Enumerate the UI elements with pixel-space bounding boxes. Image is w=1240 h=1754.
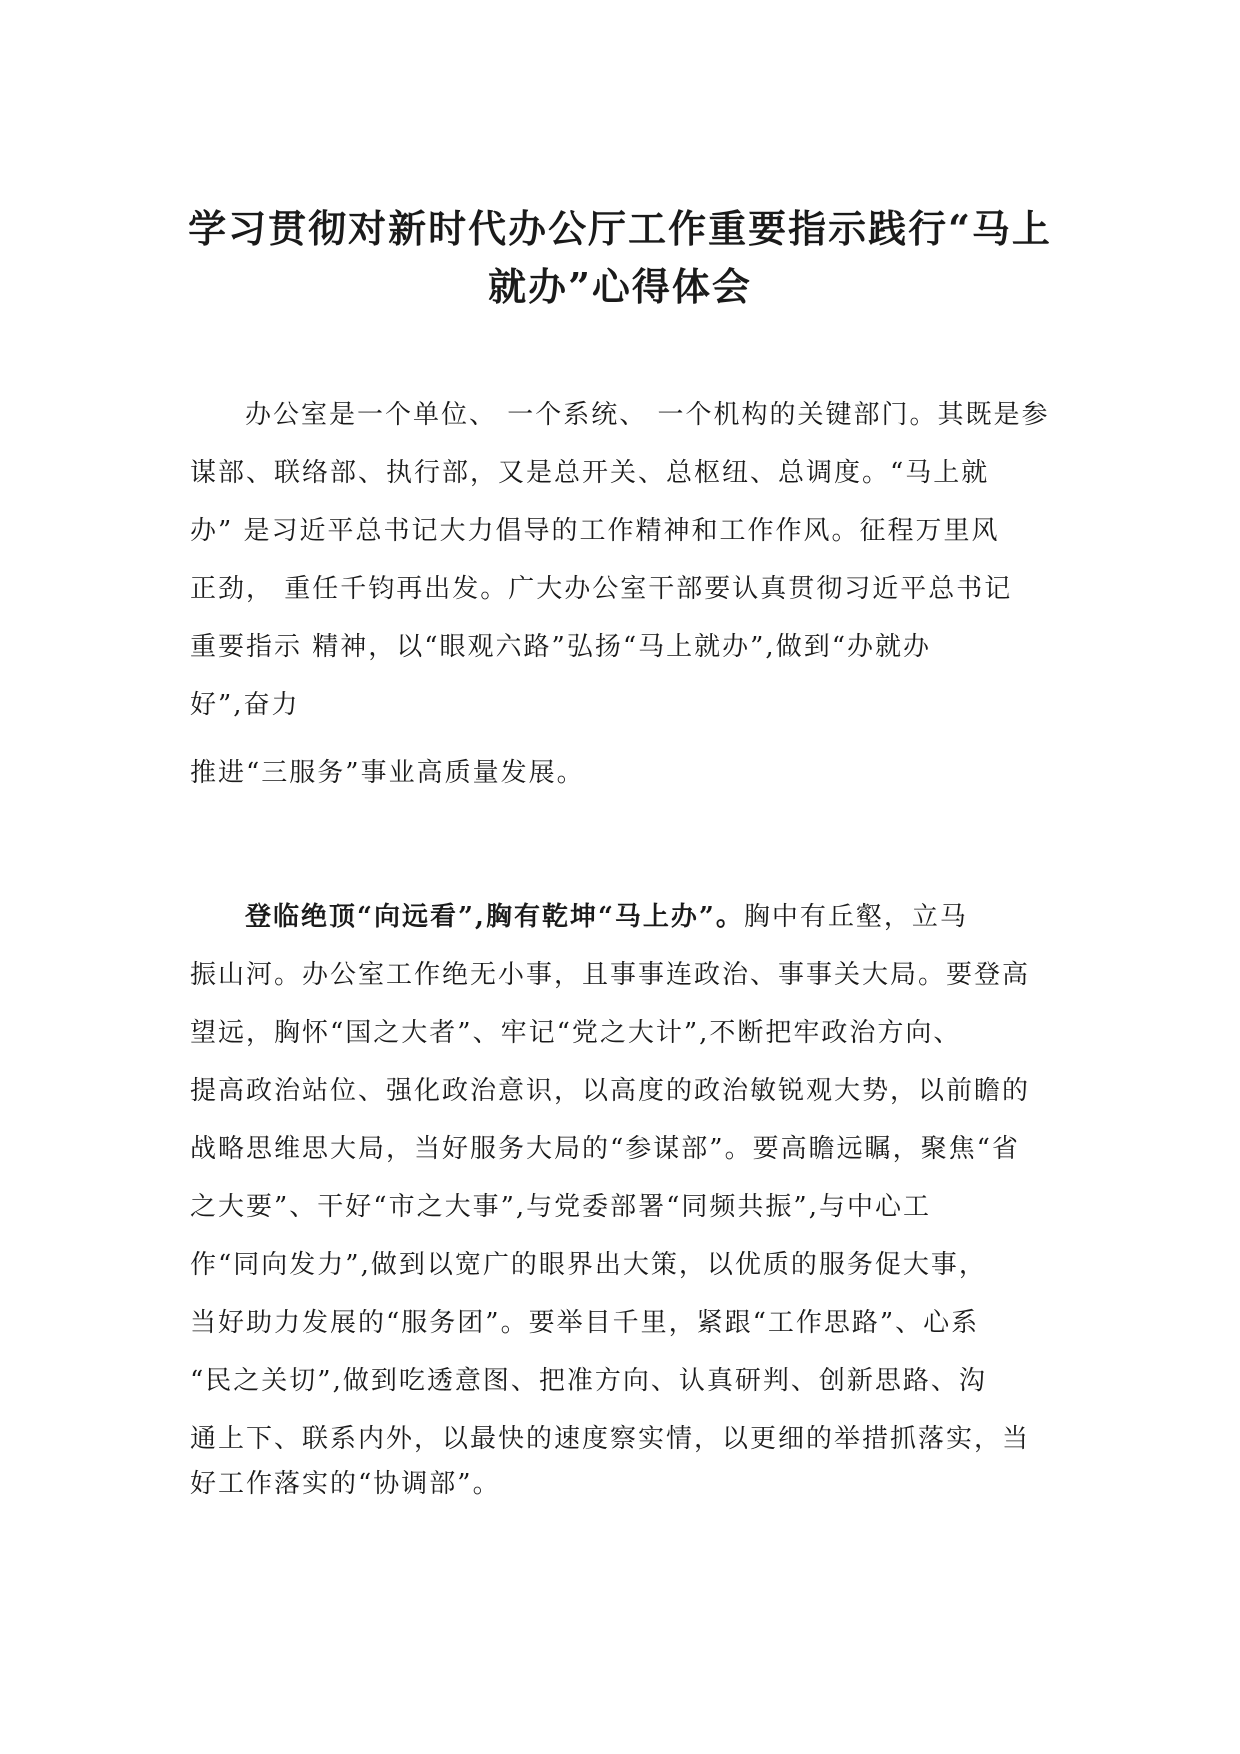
paragraph-1	[190, 386, 1060, 734]
paragraph-2-line: “民之关切”,做到吃透意图、把准方向、认真研判、创新思路、沟	[190, 1366, 987, 1396]
paragraph-2-line: 提高政治站位、强化政治意识，以高度的政治敏锐观大势，以前瞻的	[190, 1076, 1031, 1106]
paragraph-2-line: 战略思维思大局，当好服务大局的“参谋部”。要高瞻远瞩，聚焦“省	[190, 1134, 1020, 1164]
paragraph-2-line: 振山河。办公室工作绝无小事，且事事连政治、事事关大局。要登高	[190, 960, 1031, 990]
paragraph-1-line: 好”,奋力	[190, 690, 300, 720]
paragraph-2-line: 当好助力发展的“服务团”。要举目千里，紧跟“工作思路”、心系	[190, 1308, 980, 1338]
title-line-2: 就办”心得体会	[488, 264, 752, 309]
paragraph-1-line: 重要指示 精神，以“眼观六路”弘扬“马上就办”,做到“办就办	[190, 632, 931, 662]
paragraph-2-line: 通上下、联系内外，以最快的速度察实情，以更细的举措抓落实，当	[190, 1424, 1031, 1454]
paragraph-1-tail	[190, 744, 1060, 802]
paragraph-2-line: 之大要”、干好“市之大事”,与党委部署“同频共振”,与中心工	[190, 1192, 931, 1222]
document-title	[150, 200, 1090, 316]
paragraph-2-heading: 登临绝顶“向远看”,胸有乾坤“马上办”。	[245, 902, 744, 932]
paragraph-1-line: 谋部、联络部、执行部，又是总开关、总枢纽、总调度。“马上就	[190, 458, 990, 488]
paragraph-2	[190, 888, 1060, 1468]
paragraph-2-line: 望远，胸怀“国之大者”、牢记“党之大计”,不断把牢政治方向、	[190, 1018, 962, 1048]
paragraph-2-line: 作“同向发力”,做到以宽广的眼界出大策，以优质的服务促大事，	[190, 1250, 987, 1280]
paragraph-1-line: 办” 是习近平总书记大力倡导的工作精神和工作作风。征程万里风	[190, 516, 1000, 546]
paragraph-2-tail-line: 好工作落实的“协调部”。	[190, 1469, 501, 1499]
paragraph-2-tail	[190, 1455, 1060, 1513]
title-line-1: 学习贯彻对新时代办公厅工作重要指示践行“马上	[188, 206, 1052, 251]
paragraph-1-tail-line: 推进“三服务”事业高质量发展。	[190, 758, 585, 788]
paragraph-2-first-line	[190, 888, 1060, 946]
paragraph-2-first-line-rest: 胸中有丘壑，立马	[743, 902, 968, 932]
paragraph-1-line: 正劲， 重任千钧再出发。广大办公室干部要认真贯彻习近平总书记	[190, 574, 1013, 604]
paragraph-1-line: 办公室是一个单位、 一个系统、 一个机构的关键部门。其既是参	[245, 400, 1050, 430]
